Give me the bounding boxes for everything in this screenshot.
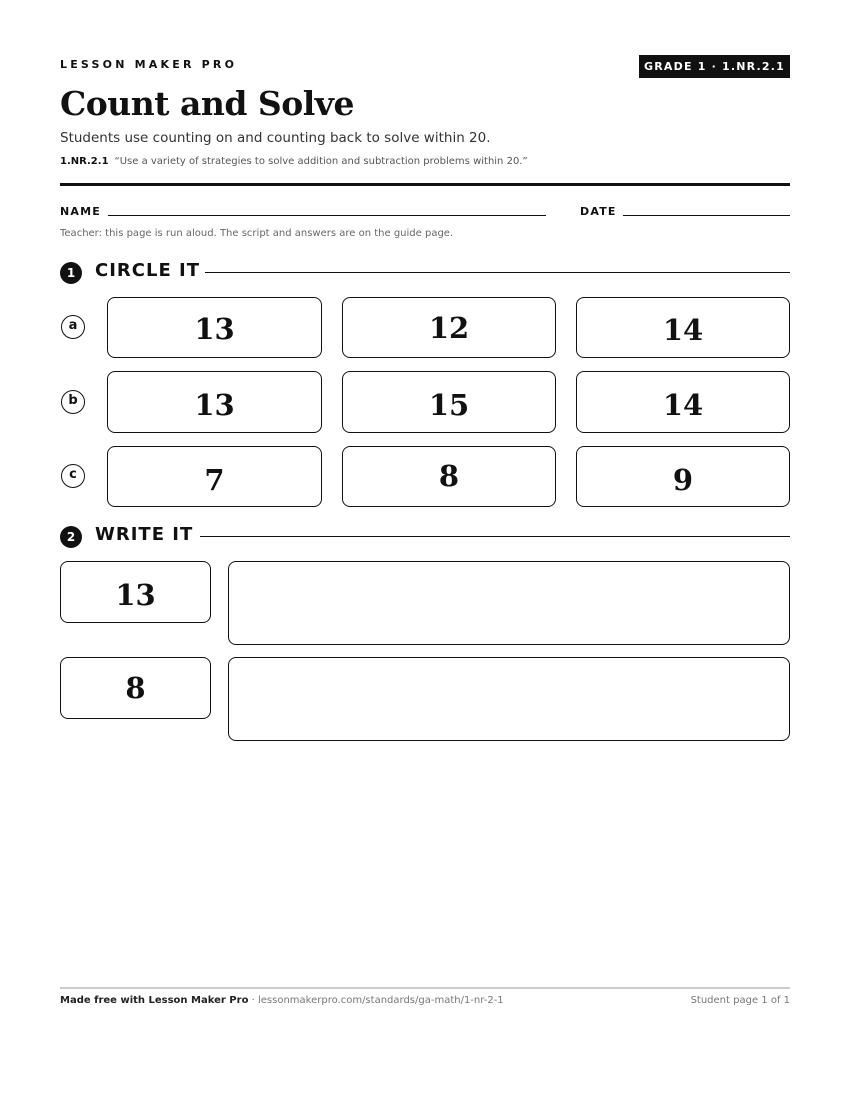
- footer-made-with: Made free with Lesson Maker Pro: [60, 995, 249, 1006]
- section-circle-it: [60, 260, 790, 284]
- choice-box[interactable]: 9: [576, 446, 790, 507]
- section-divider: [205, 272, 790, 273]
- choice-box[interactable]: 13: [107, 297, 322, 358]
- section-divider: [200, 536, 790, 537]
- choice-box[interactable]: 13: [107, 371, 322, 433]
- choice-box[interactable]: 15: [342, 371, 556, 433]
- choice-box[interactable]: 7: [107, 446, 322, 507]
- row-letter-b: b: [61, 390, 85, 414]
- name-label: NAME: [60, 205, 101, 218]
- answer-box[interactable]: [228, 657, 790, 741]
- standard-code: 1.NR.2.1: [60, 156, 109, 167]
- answer-box[interactable]: [228, 561, 790, 645]
- row-letter-a: a: [61, 315, 85, 339]
- page-title: Count and Solve: [60, 84, 354, 123]
- date-label: DATE: [580, 205, 617, 218]
- date-field[interactable]: [623, 215, 790, 216]
- teacher-note: Teacher: this page is run aloud. The script and answers are on the guide page.: [60, 228, 454, 239]
- grade-badge: GRADE 1 · 1.NR.2.1: [639, 55, 790, 78]
- name-field[interactable]: [108, 215, 546, 216]
- prompt-number-box: 13: [60, 561, 211, 623]
- standard-line: [60, 156, 528, 167]
- footer-url[interactable]: · lessonmakerpro.com/standards/ga-math/1-nr-2-1: [248, 995, 504, 1006]
- section-number: 1: [60, 262, 82, 284]
- choice-box[interactable]: 12: [342, 297, 556, 358]
- footer-divider: [60, 987, 790, 989]
- standard-text: “Use a variety of strategies to solve addition and subtraction problems within 20.”: [114, 156, 528, 167]
- page-subtitle: Students use counting on and counting back to solve within 20.: [60, 130, 491, 146]
- section-title: WRITE IT: [95, 524, 194, 545]
- choice-box[interactable]: 14: [576, 371, 790, 433]
- section-title: CIRCLE IT: [95, 260, 200, 281]
- row-letter-c: c: [61, 464, 85, 488]
- footer-credit: [60, 995, 504, 1006]
- footer-page-label: Student page 1 of 1: [690, 995, 790, 1006]
- brand-name: LESSON MAKER PRO: [60, 58, 238, 71]
- choice-box[interactable]: 8: [342, 446, 556, 507]
- prompt-number-box: 8: [60, 657, 211, 719]
- choice-box[interactable]: 14: [576, 297, 790, 358]
- section-number: 2: [60, 526, 82, 548]
- header-divider: [60, 183, 790, 186]
- section-write-it: [60, 524, 790, 548]
